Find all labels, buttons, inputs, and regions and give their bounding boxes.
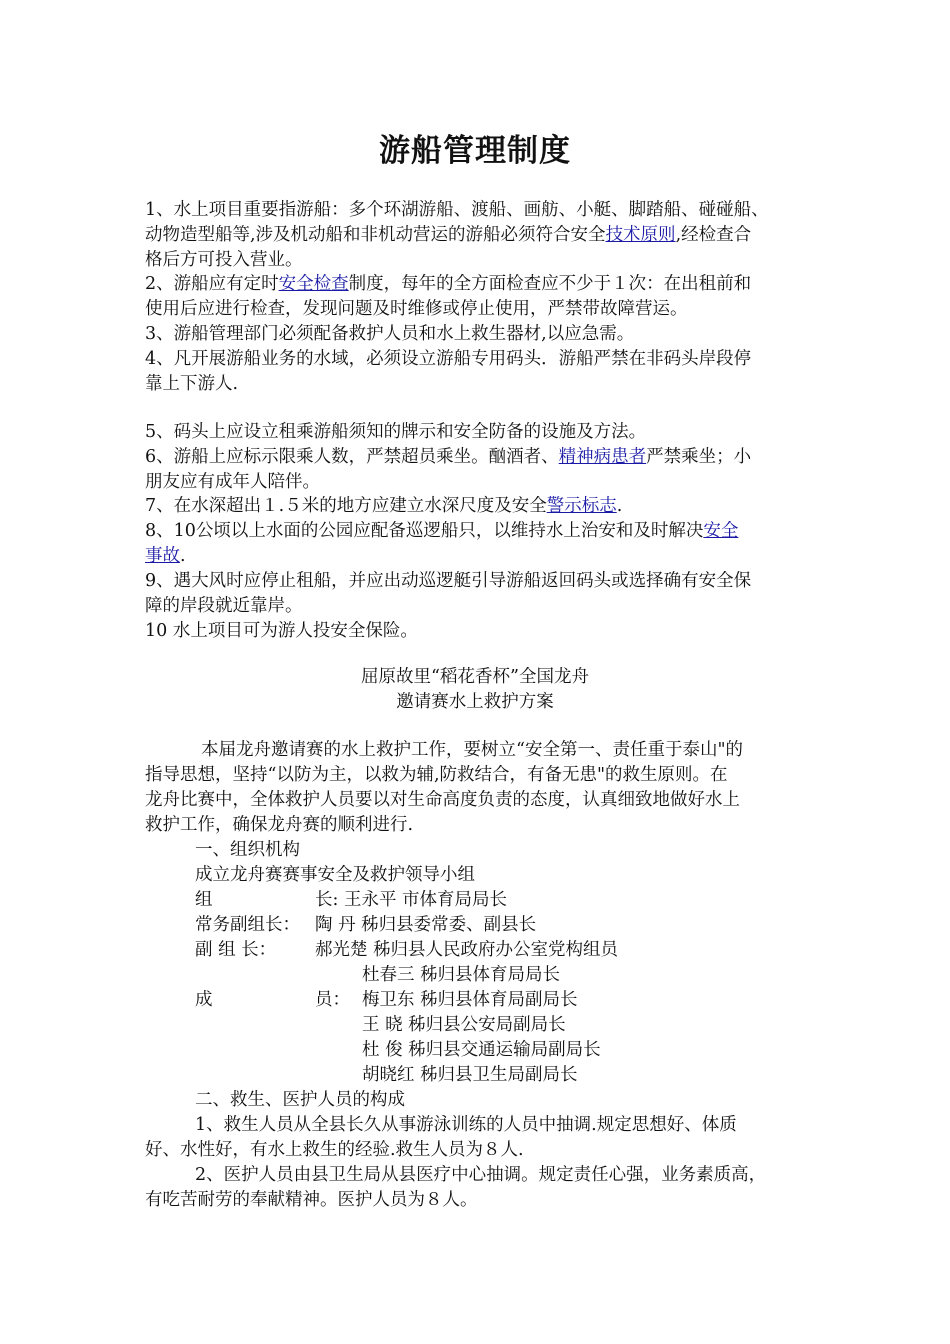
plan-intro-line-3: 龙舟比赛中，全体救护人员要以对生命高度负责的态度，认真细致地做好水上 [145,790,740,810]
rule-9-line-2: 障的岸段就近靠岸。 [145,596,303,616]
rule-2-line-1 [145,272,751,297]
link-warning-sign[interactable]: 警示标志 [546,496,617,516]
rule-7 [145,494,622,519]
section-2-p2-line-1: 2、医护人员由县卫生局从县医疗中心抽调。规定责任心强，业务素质高， [195,1165,767,1185]
plan-intro-line-4: 救护工作，确保龙舟赛的顺利进行. [145,815,414,835]
rule-1-text-tail: ,经检查合 [675,225,752,245]
rule-1-line-1: 1、水上项目重要指游船：多个环湖游船、渡船、画舫、小艇、脚踏船、碰碰船、 [145,200,769,220]
link-safety-accident-part1[interactable]: 安全 [703,521,739,541]
rule-2-text-tail: 制度，每年的全方面检查应不少于１次：在出租前和 [348,274,752,294]
role-deputy-label: 副 组 长： [195,940,277,960]
role-member-3: 杜 俊 秭归县交通运输局副局长 [362,1040,601,1060]
rule-6-line-1 [145,445,751,470]
section-2-heading: 二、救生、医护人员的构成 [195,1090,405,1110]
section-2-p1-line-1: 1、救生人员从全县长久从事游泳训练的人员中抽调.规定思想好、体质 [195,1115,737,1135]
role-deputy-value-2: 杜春三 秭归县体育局局长 [362,965,561,985]
role-member-4: 胡晓红 秭归县卫生局副局长 [362,1065,578,1085]
role-leader-label: 组 [195,890,213,910]
rule-3: 3、游船管理部门必须配备救护人员和水上救生器材,以应急需。 [145,324,635,344]
plan-title-line-2: 邀请赛水上救护方案 [396,692,554,712]
role-deputy-value: 郝光楚 秭归县人民政府办公室党构组员 [315,940,619,960]
section-2-p2-line-2: 有吃苦耐劳的奉献精神。医护人员为８人。 [145,1190,478,1210]
role-executive-deputy-label: 常务副组长： [195,915,300,935]
rule-1-line-2 [145,223,751,248]
rule-7-text: 7、在水深超出１.５米的地方应建立水深尺度及安全 [145,496,547,516]
role-member-label: 成 [195,990,213,1010]
rule-1-line-3: 格后方可投入营业。 [145,250,303,270]
rule-4-line-1: 4、凡开展游船业务的水域，必须设立游船专用码头．游船严禁在非码头岸段停 [145,349,752,369]
link-technical-principles[interactable]: 技术原则 [605,225,676,245]
rule-2-text: 2、游船应有定时 [145,274,279,294]
section-2-p1-line-2: 好、水性好，有水上救生的经验.救生人员为８人. [145,1140,524,1160]
role-executive-deputy-value: 陶 丹 秭归县委常委、副县长 [315,915,537,935]
rule-2-line-2: 使用后应进行检查，发现问题及时维修或停止使用，严禁带故障营运。 [145,299,688,319]
role-leader-value: 长: 王永平 市体育局局长 [315,890,508,910]
document-title: 游船管理制度 [379,133,571,169]
rule-8-text: 8、10公顷以上水面的公园应配备巡逻船只，以维持水上治安和及时解决 [145,521,704,541]
rule-10: 10 水上项目可为游人投安全保险。 [145,621,418,641]
plan-intro-line-2: 指导思想，坚持“以防为主，以救为辅,防救结合，有备无患"的救生原则。在 [145,765,728,785]
plan-intro-line-1: 本届龙舟邀请赛的水上救护工作，要树立“安全第一、责任重于泰山"的 [201,740,743,760]
rule-5: 5、码头上应设立租乘游船须知的牌示和安全防备的设施及方法。 [145,422,647,442]
rule-6-text: 6、游船上应标示限乘人数，严禁超员乘坐。酗酒者、 [145,447,559,467]
rule-9-line-1: 9、遇大风时应停止租船，并应出动巡逻艇引导游船返回码头或选择确有安全保 [145,571,752,591]
rule-6-line-2: 朋友应有成年人陪伴。 [145,472,320,492]
section-1-heading: 一、组织机构 [195,840,300,860]
rule-8-line-1 [145,519,738,544]
link-safety-accident-part2[interactable]: 事故 [145,546,180,566]
rule-8-line-2 [145,544,186,569]
link-safety-inspection[interactable]: 安全检查 [278,274,349,294]
role-member-label-tail: 员： [315,990,350,1010]
rule-4-line-2: 靠上下游人. [145,374,239,394]
rule-7-text-tail: . [616,496,623,516]
rule-1-text: 动物造型船等,涉及机动船和非机动营运的游船必须符合安全 [145,225,606,245]
role-member-2: 王 晓 秭归县公安局副局长 [362,1015,566,1035]
rule-6-text-tail: 严禁乘坐；小 [646,447,752,467]
section-1-subheading: 成立龙舟赛赛事安全及救护领导小组 [195,865,475,885]
plan-title-line-1: 屈原故里“稻花香杯”全国龙舟 [361,667,589,687]
rule-8-text-tail: . [180,546,186,566]
link-mental-patient[interactable]: 精神病患者 [558,447,647,467]
role-member-1: 梅卫东 秭归县体育局副局长 [362,990,578,1010]
